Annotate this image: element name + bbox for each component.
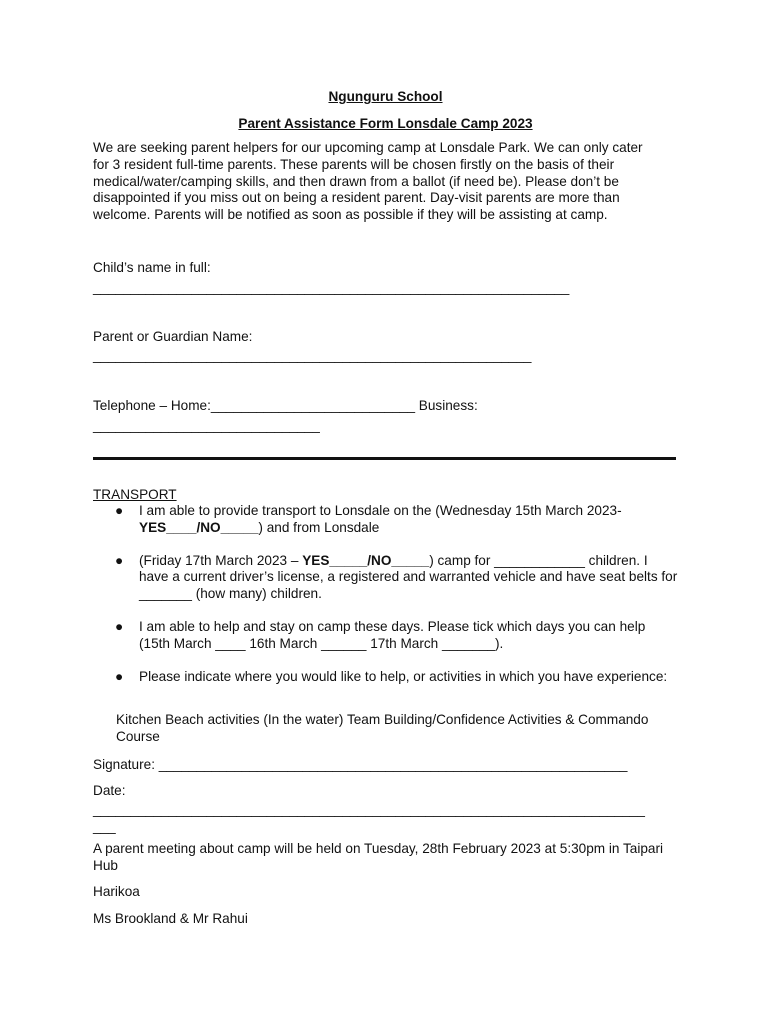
list-item — [93, 503, 678, 537]
transport-item-4-text: Please indicate where you would like to help, or activities in which you have experience: — [139, 668, 668, 684]
section-divider — [93, 457, 676, 460]
bullet-icon: ● — [115, 552, 124, 568]
list-item — [93, 669, 678, 686]
list-item — [93, 619, 678, 653]
child-name-line[interactable]: _______________________________________________________________ — [93, 280, 570, 295]
transport-item-1-tail: ) and from Lonsdale — [258, 519, 380, 535]
form-header — [93, 88, 678, 224]
date-label: Date: — [93, 783, 126, 798]
meeting-notice: A parent meeting about camp will be held on Tuesday, 28th February 2023 at 5:30pm in Taipari Hub — [93, 841, 664, 873]
closing-word: Harikoa — [93, 884, 140, 899]
bullet-icon: ● — [115, 618, 124, 634]
transport-item-2-yes-no[interactable]: YES_____/NO_____ — [302, 552, 430, 568]
telephone-line[interactable]: Telephone – Home:___________________________ Business: — [93, 398, 478, 413]
transport-heading: TRANSPORT — [93, 487, 177, 502]
intro-paragraph: We are seeking parent helpers for our upcoming camp at Lonsdale Park. We can only cater for 3 resident full-time parents. These parents will be chosen firstly on the basis of their medical/water/camping skills, and then drawn from a ballot (if need be). Please don’t be disappointed if you miss out on being a resident parent. Day-visit parents are more than welcome. Parents will be notified as soon as possible if they will be assisting at camp. — [93, 140, 643, 223]
date-line[interactable]: _________________________________________________________________________ ___ — [93, 802, 645, 834]
form-title: Parent Assistance Form Lonsdale Camp 2023 — [238, 116, 533, 131]
list-item — [93, 553, 678, 603]
signature-line[interactable]: Signature: ______________________________________________________________ — [93, 757, 628, 772]
parent-name-line[interactable]: __________________________________________________________ — [93, 348, 532, 363]
business-line[interactable]: ______________________________ — [93, 418, 320, 433]
transport-item-2-pre: (Friday 17th March 2023 – — [139, 552, 303, 568]
transport-list — [93, 503, 678, 701]
bullet-icon: ● — [115, 503, 124, 518]
activities-list: Kitchen Beach activities (In the water) Team Building/Confidence Activities & Commando Course — [116, 712, 649, 744]
parent-name-label: Parent or Guardian Name: — [93, 329, 253, 344]
school-name: Ngunguru School — [328, 89, 443, 104]
transport-item-3-text: I am able to help and stay on camp these days. Please tick which days you can help (15th March ____ 16th March ______ 17th March _______). — [139, 618, 646, 651]
bullet-icon: ● — [115, 668, 124, 684]
transport-item-1-text: I am able to provide transport to Lonsdale on the (Wednesday 15th March 2023- — [139, 503, 622, 518]
transport-item-1-yes-no[interactable]: YES____/NO_____ — [139, 519, 259, 535]
child-name-label: Child’s name in full: — [93, 260, 211, 275]
transport-item-2-text: ) camp for ____________ children. I have a current driver’s license, a registered and warranted vehicle and have seat belts for _______ (how many) children. — [139, 552, 678, 602]
signatory-names: Ms Brookland & Mr Rahui — [93, 911, 248, 926]
